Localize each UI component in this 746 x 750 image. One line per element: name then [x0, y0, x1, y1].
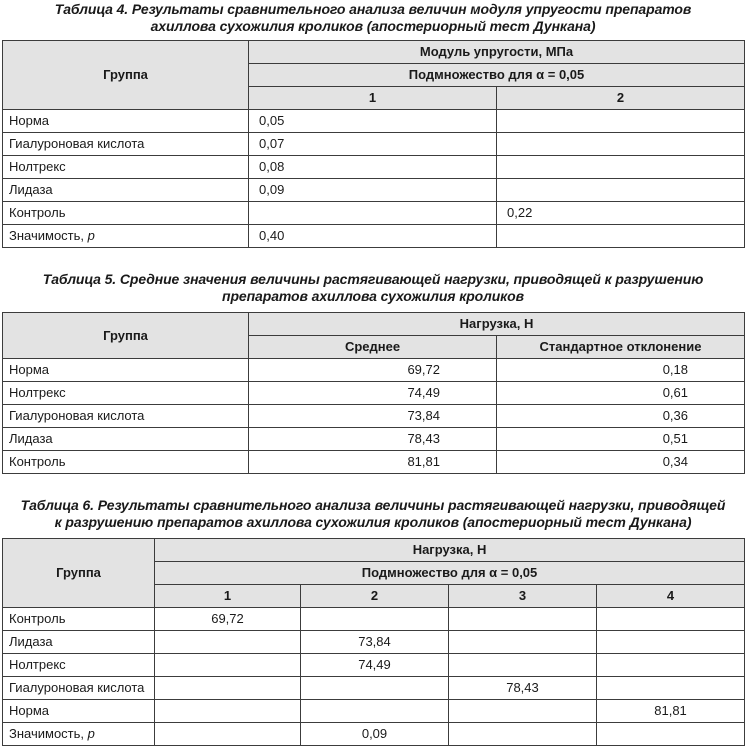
table6-value-cell: [301, 700, 449, 723]
table5-sd-cell: 0,36: [497, 405, 745, 428]
table4-value-cell: 0,22: [497, 202, 745, 225]
table-row: [3, 179, 745, 202]
table-row: [3, 405, 745, 428]
table4-group-cell: Контроль: [3, 202, 249, 225]
table5-group-cell: Норма: [3, 359, 249, 382]
table6-significance-label: Значимость, p: [3, 723, 155, 746]
table5-sd-cell: 0,34: [497, 451, 745, 474]
table6-caption-line2: к разрушению препаратов ахиллова сухожилия кроликов (апостериорный тест Дункана): [54, 514, 692, 530]
table-row: [3, 451, 745, 474]
table4-value-cell: 0,09: [249, 179, 497, 202]
table6-value-cell: [449, 608, 597, 631]
table6-value-cell: 0,09: [301, 723, 449, 746]
table5-group-cell: Лидаза: [3, 428, 249, 451]
table6-col2-header: 2: [301, 585, 449, 608]
table4-value-cell: [497, 225, 745, 248]
table4-significance-label: Значимость, p: [3, 225, 249, 248]
table5-mean-cell: 74,49: [249, 382, 497, 405]
table6-caption: [0, 497, 746, 531]
table6-group-cell: Контроль: [3, 608, 155, 631]
table4-value-cell: 0,05: [249, 110, 497, 133]
table5: [2, 312, 745, 474]
table4-value-cell: 0,07: [249, 133, 497, 156]
table4-value-cell: [249, 202, 497, 225]
table5-sd-cell: 0,18: [497, 359, 745, 382]
table5-mean-cell: 81,81: [249, 451, 497, 474]
table6-col1-header: 1: [155, 585, 301, 608]
table4-group-cell: Гиалуроновая кислота: [3, 133, 249, 156]
table-row: [3, 654, 745, 677]
table6-value-cell: 78,43: [449, 677, 597, 700]
table6-value-cell: [597, 608, 745, 631]
table4-value-cell: 0,40: [249, 225, 497, 248]
table-row: [3, 631, 745, 654]
table6: [2, 538, 745, 746]
table4-subset-header: Подмножество для α = 0,05: [249, 64, 745, 87]
table6-value-cell: [155, 631, 301, 654]
table6-value-cell: [155, 677, 301, 700]
table6-value-cell: 73,84: [301, 631, 449, 654]
table-row: [3, 156, 745, 179]
table-row: [3, 700, 745, 723]
table6-group-cell: Норма: [3, 700, 155, 723]
table6-value-cell: [301, 677, 449, 700]
table5-mean-header: Среднее: [249, 336, 497, 359]
table6-group-cell: Гиалуроновая кислота: [3, 677, 155, 700]
table4-group-cell: Норма: [3, 110, 249, 133]
table4-group-cell: Лидаза: [3, 179, 249, 202]
table4-measure-header: Модуль упругости, МПа: [249, 41, 745, 64]
table5-group-cell: Гиалуроновая кислота: [3, 405, 249, 428]
table5-mean-cell: 69,72: [249, 359, 497, 382]
table6-value-cell: [155, 700, 301, 723]
table4-col2-header: 2: [497, 87, 745, 110]
table4-value-cell: 0,08: [249, 156, 497, 179]
table-row: [3, 225, 745, 248]
table-row: [3, 382, 745, 405]
table4-caption-line2: ахиллова сухожилия кроликов (апостериорный тест Дункана): [150, 18, 596, 34]
table5-group-header: Группа: [3, 313, 249, 359]
table4: [2, 40, 745, 248]
table6-group-cell: Лидаза: [3, 631, 155, 654]
table6-col4-header: 4: [597, 585, 745, 608]
table6-value-cell: 81,81: [597, 700, 745, 723]
table-row: [3, 133, 745, 156]
table5-sd-header: Стандартное отклонение: [497, 336, 745, 359]
table5-caption-line1: Таблица 5. Средние значения величины растягивающей нагрузки, приводящей к разрушению: [42, 271, 704, 287]
table4-group-cell: Нолтрекс: [3, 156, 249, 179]
table-row: [3, 428, 745, 451]
table4-value-cell: [497, 156, 745, 179]
table-row: [3, 359, 745, 382]
table4-value-cell: [497, 133, 745, 156]
table-row: [3, 110, 745, 133]
table6-value-cell: [597, 654, 745, 677]
table6-value-cell: [155, 654, 301, 677]
table5-caption-line2: препаратов ахиллова сухожилия кроликов: [222, 288, 524, 304]
table-row: [3, 608, 745, 631]
table5-group-cell: Контроль: [3, 451, 249, 474]
table6-group-header: Группа: [3, 539, 155, 608]
table6-value-cell: 74,49: [301, 654, 449, 677]
table6-value-cell: [597, 677, 745, 700]
table5-mean-cell: 73,84: [249, 405, 497, 428]
table6-group-cell: Нолтрекс: [3, 654, 155, 677]
table6-measure-header: Нагрузка, Н: [155, 539, 745, 562]
table6-subset-header: Подмножество для α = 0,05: [155, 562, 745, 585]
table5-sd-cell: 0,51: [497, 428, 745, 451]
table6-value-cell: [449, 723, 597, 746]
table6-value-cell: [155, 723, 301, 746]
table4-caption: [0, 1, 746, 35]
table-row: [3, 202, 745, 225]
table6-value-cell: [449, 700, 597, 723]
table-row: [3, 723, 745, 746]
table6-value-cell: [597, 723, 745, 746]
table6-value-cell: [449, 654, 597, 677]
table4-col1-header: 1: [249, 87, 497, 110]
table6-value-cell: [301, 608, 449, 631]
table5-mean-cell: 78,43: [249, 428, 497, 451]
table5-sd-cell: 0,61: [497, 382, 745, 405]
table5-measure-header: Нагрузка, Н: [249, 313, 745, 336]
table4-value-cell: [497, 179, 745, 202]
table6-caption-line1: Таблица 6. Результаты сравнительного анализа величины растягивающей нагрузки, приводящей: [20, 497, 726, 513]
table6-value-cell: [449, 631, 597, 654]
table5-caption: [0, 271, 746, 305]
table-row: [3, 677, 745, 700]
table4-value-cell: [497, 110, 745, 133]
table6-value-cell: 69,72: [155, 608, 301, 631]
table4-caption-line1: Таблица 4. Результаты сравнительного анализа величин модуля упругости препаратов: [54, 1, 692, 17]
table6-col3-header: 3: [449, 585, 597, 608]
table5-group-cell: Нолтрекс: [3, 382, 249, 405]
table6-value-cell: [597, 631, 745, 654]
table4-group-header: Группа: [3, 41, 249, 110]
